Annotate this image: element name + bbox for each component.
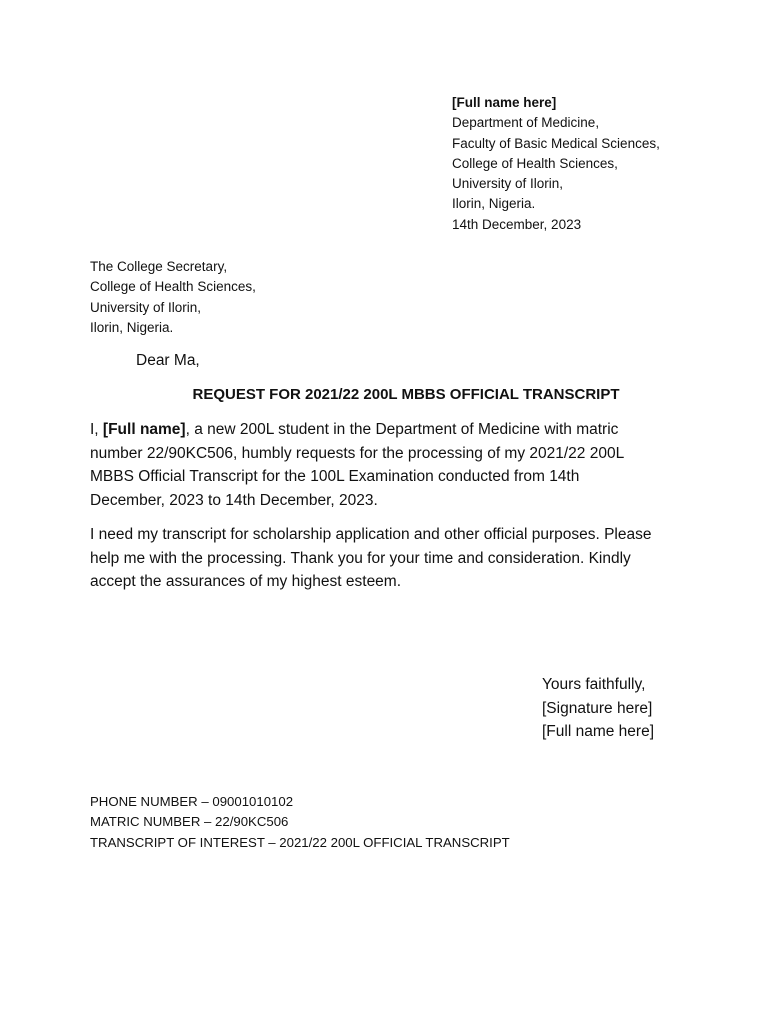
bold-full-name: [Full name] bbox=[102, 421, 186, 438]
signature-placeholder: [Signature here] bbox=[542, 699, 653, 717]
recipient-line: The College Secretary, bbox=[90, 259, 228, 274]
matric-number: MATRIC NUMBER – 22/90KC506 bbox=[90, 814, 289, 830]
closing-block bbox=[542, 673, 654, 744]
recipient-line: Ilorin, Nigeria. bbox=[90, 319, 174, 335]
paragraph-line: accept the assurances of my highest esteem. bbox=[90, 573, 402, 591]
sender-address-line: Ilorin, Nigeria. bbox=[452, 196, 536, 212]
transcript-of-interest: TRANSCRIPT OF INTEREST – 2021/22 200L OFFICIAL TRANSCRIPT bbox=[90, 834, 510, 850]
letter-subject: REQUEST FOR 2021/22 200L MBBS OFFICIAL TRANSCRIPT bbox=[192, 386, 620, 403]
body-paragraph-2 bbox=[90, 523, 651, 594]
closing-name: [Full name here] bbox=[542, 723, 654, 740]
sender-address-line: University of Ilorin, bbox=[452, 176, 564, 192]
paragraph-line: December, 2023 to 14th December, 2023. bbox=[90, 492, 378, 510]
phone-number: PHONE NUMBER – 09001010102 bbox=[90, 794, 294, 809]
letter-date: 14th December, 2023 bbox=[452, 216, 582, 232]
body-paragraph-1 bbox=[90, 418, 624, 513]
paragraph-prefix: I, bbox=[90, 421, 103, 438]
paragraph-line: number 22/90KC506, humbly requests for the processing of my 2021/22 200L bbox=[90, 444, 625, 462]
sender-address-block bbox=[452, 93, 660, 235]
paragraph-line: I need my transcript for scholarship application and other official purposes. Please bbox=[90, 526, 652, 543]
recipient-line: College of Health Sciences, bbox=[90, 279, 256, 295]
sender-address-line: College of Health Sciences, bbox=[452, 155, 618, 171]
contact-footer bbox=[90, 792, 510, 853]
valediction: Yours faithfully, bbox=[542, 676, 646, 693]
paragraph-line: MBBS Official Transcript for the 100L Examination conducted from 14th bbox=[90, 468, 580, 486]
recipient-address-block bbox=[90, 257, 256, 338]
paragraph-line bbox=[90, 418, 624, 442]
recipient-line: University of Ilorin, bbox=[90, 299, 202, 315]
sender-address-line: Faculty of Basic Medical Sciences, bbox=[452, 135, 660, 151]
sender-address-line: Department of Medicine, bbox=[452, 115, 600, 131]
paragraph-text: , a new 200L student in the Department of Medicine with matric bbox=[185, 421, 619, 438]
paragraph-line: help me with the processing. Thank you for your time and consideration. Kindly bbox=[90, 549, 631, 567]
salutation: Dear Ma, bbox=[136, 352, 200, 369]
sender-name: [Full name here] bbox=[452, 95, 557, 110]
